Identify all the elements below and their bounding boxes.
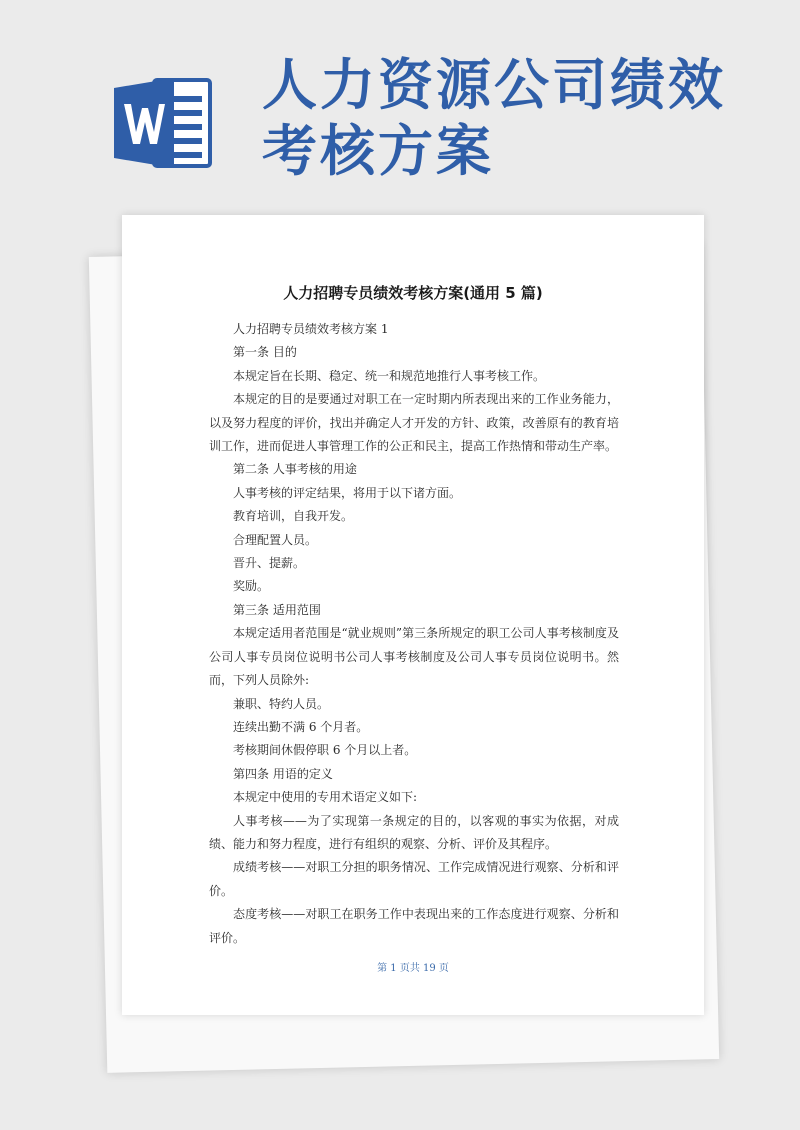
- paragraph: 本规定旨在长期、稳定、统一和规范地推行人事考核工作。: [233, 368, 546, 383]
- list-item: 合理配置人员。: [233, 532, 318, 547]
- article-1-heading: 第一条 目的: [233, 345, 297, 360]
- list-item: 奖励。: [233, 579, 270, 594]
- paragraph: 人事考核的评定结果，将用于以下诸方面。: [233, 485, 462, 500]
- list-item: 连续出勤不满 6 个月者。: [233, 719, 369, 734]
- list-item: 教育培训，自我开发。: [233, 509, 354, 524]
- word-document-icon: [112, 74, 214, 172]
- list-item: 晋升、提薪。: [233, 556, 306, 571]
- document-page: [122, 215, 704, 1015]
- page-number-footer: 第 1 页共 19 页: [377, 963, 449, 974]
- hero-title: 人力资源公司绩效考核方案: [262, 53, 727, 183]
- paragraph: 本规定中使用的专用术语定义如下:: [233, 790, 418, 805]
- document-body: [209, 318, 619, 950]
- article-4-heading: 第四条 用语的定义: [233, 766, 333, 781]
- article-2-heading: 第二条 人事考核的用途: [233, 462, 357, 477]
- article-3-heading: 第三条 适用范围: [233, 602, 321, 617]
- document-title: 人力招聘专员绩效考核方案(通用 5 篇): [283, 284, 543, 302]
- paragraph-subtitle: 人力招聘专员绩效考核方案 1: [233, 322, 389, 336]
- definition-paragraph: 人事考核——为了实现第一条规定的目的，以客观的事实为依据，对成绩、能力和努力程度，进行有组织的观察、分析、评价及其程序。: [209, 813, 619, 851]
- list-item: 考核期间休假停职 6 个月以上者。: [233, 743, 417, 758]
- definition-paragraph: 态度考核——对职工在职务工作中表现出来的工作态度进行观察、分析和评价。: [209, 907, 619, 945]
- paragraph: 本规定适用者范围是“就业规则”第三条所规定的职工公司人事考核制度及公司人事专员岗位说明书公司人事考核制度及公司人事专员岗位说明书。然而，下列人员除外:: [209, 626, 619, 688]
- list-item: 兼职、特约人员。: [233, 696, 330, 711]
- paragraph: 本规定的目的是要通过对职工在一定时期内所表现出来的工作业务能力，以及努力程度的评价，找出并确定人才开发的方针、政策，改善原有的教育培训工作，进而促进人事管理工作的公正和民主，提高工作热情和带动生产率。: [209, 392, 619, 454]
- definition-paragraph: 成绩考核——对职工分担的职务情况、工作完成情况进行观察、分析和评价。: [209, 860, 619, 898]
